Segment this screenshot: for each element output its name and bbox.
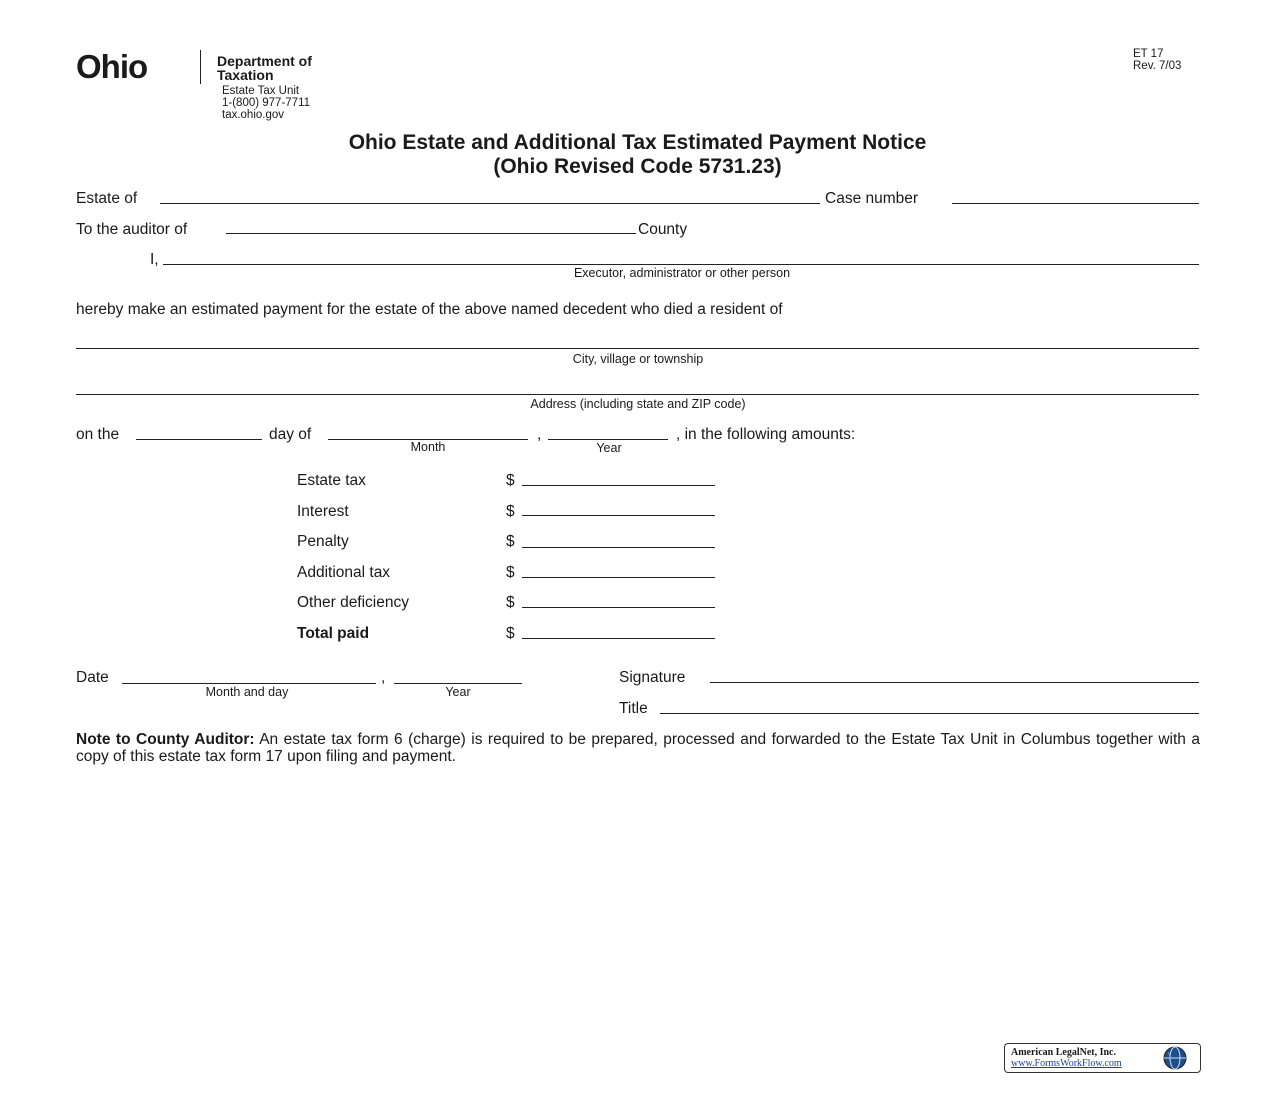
county-input[interactable] xyxy=(226,217,636,234)
note-heading: Note to County Auditor: xyxy=(76,731,255,748)
ohio-logo: Ohio xyxy=(76,48,148,85)
page-title: Ohio Estate and Additional Tax Estimated Payment Notice xyxy=(348,131,927,154)
dollar-sign: $ xyxy=(506,503,515,520)
dollar-sign: $ xyxy=(506,472,515,489)
address-caption: Address (including state and ZIP code) xyxy=(530,397,746,411)
other-deficiency-input[interactable] xyxy=(522,591,715,608)
estate-of-label: Estate of xyxy=(76,190,138,207)
note-text: An estate tax form 6 (charge) is required to be prepared, processed and forwarded to the Estate Tax Unit in Columbus together with a copy of this estate tax form 17 upon filing and payment. xyxy=(76,731,1200,765)
signature-label: Signature xyxy=(619,669,686,686)
department-name: Department of Taxation xyxy=(217,53,312,83)
i-label: I, xyxy=(150,251,159,268)
forms-workflow-link[interactable]: www.FormsWorkFlow.com xyxy=(1011,1058,1122,1069)
interest-input[interactable] xyxy=(522,499,715,516)
day-of-label: day of xyxy=(269,426,312,443)
unit-contact: Estate Tax Unit 1-(800) 977-7711 tax.ohio.gov xyxy=(222,85,311,121)
globe-icon xyxy=(1163,1046,1187,1070)
other-deficiency-label: Other deficiency xyxy=(297,594,409,611)
month-day-caption: Month and day xyxy=(205,685,289,699)
date-label: Date xyxy=(76,669,109,686)
comma-separator: , xyxy=(537,426,542,443)
day-input[interactable] xyxy=(136,423,262,440)
city-input[interactable] xyxy=(76,332,1199,349)
company-name: American LegalNet, Inc. xyxy=(1011,1047,1116,1058)
case-number-label: Case number xyxy=(825,190,919,207)
date-comma: , xyxy=(381,669,386,686)
following-amounts-label: , in the following amounts: xyxy=(676,426,856,443)
executor-input[interactable] xyxy=(163,248,1199,265)
estate-tax-label: Estate tax xyxy=(297,472,366,489)
month-input[interactable] xyxy=(328,423,528,440)
county-label: County xyxy=(638,221,688,238)
on-the-label: on the xyxy=(76,426,120,443)
additional-tax-input[interactable] xyxy=(522,561,715,578)
year-caption: Year xyxy=(596,441,622,455)
form-id: ET 17 Rev. 7/03 xyxy=(1133,48,1182,72)
year-input[interactable] xyxy=(548,423,668,440)
page-subtitle: (Ohio Revised Code 5731.23) xyxy=(493,155,782,178)
total-paid-input[interactable] xyxy=(522,622,715,639)
auditor-label: To the auditor of xyxy=(76,221,188,238)
interest-label: Interest xyxy=(297,503,349,520)
county-auditor-note xyxy=(76,731,1200,765)
penalty-label: Penalty xyxy=(297,533,349,550)
title-label: Title xyxy=(619,700,648,717)
total-paid-label: Total paid xyxy=(297,625,370,642)
address-input[interactable] xyxy=(76,378,1199,395)
city-caption: City, village or township xyxy=(572,352,704,366)
date-month-day-input[interactable] xyxy=(122,667,376,684)
dollar-sign: $ xyxy=(506,594,515,611)
dollar-sign: $ xyxy=(506,625,515,642)
american-legalnet-badge xyxy=(1004,1043,1201,1073)
logo-divider xyxy=(200,50,201,84)
penalty-input[interactable] xyxy=(522,531,715,548)
estate-of-input[interactable] xyxy=(160,187,820,204)
date-year-input[interactable] xyxy=(394,667,522,684)
dollar-sign: $ xyxy=(506,564,515,581)
date-year-caption: Year xyxy=(445,685,471,699)
executor-caption: Executor, administrator or other person xyxy=(573,266,791,280)
dollar-sign: $ xyxy=(506,533,515,550)
signature-input[interactable] xyxy=(710,666,1199,683)
statement-text: hereby make an estimated payment for the estate of the above named decedent who died a resident of xyxy=(76,301,783,318)
case-number-input[interactable] xyxy=(952,187,1199,204)
additional-tax-label: Additional tax xyxy=(297,564,391,581)
title-input[interactable] xyxy=(660,697,1199,714)
month-caption: Month xyxy=(410,440,446,454)
estate-tax-input[interactable] xyxy=(522,469,715,486)
